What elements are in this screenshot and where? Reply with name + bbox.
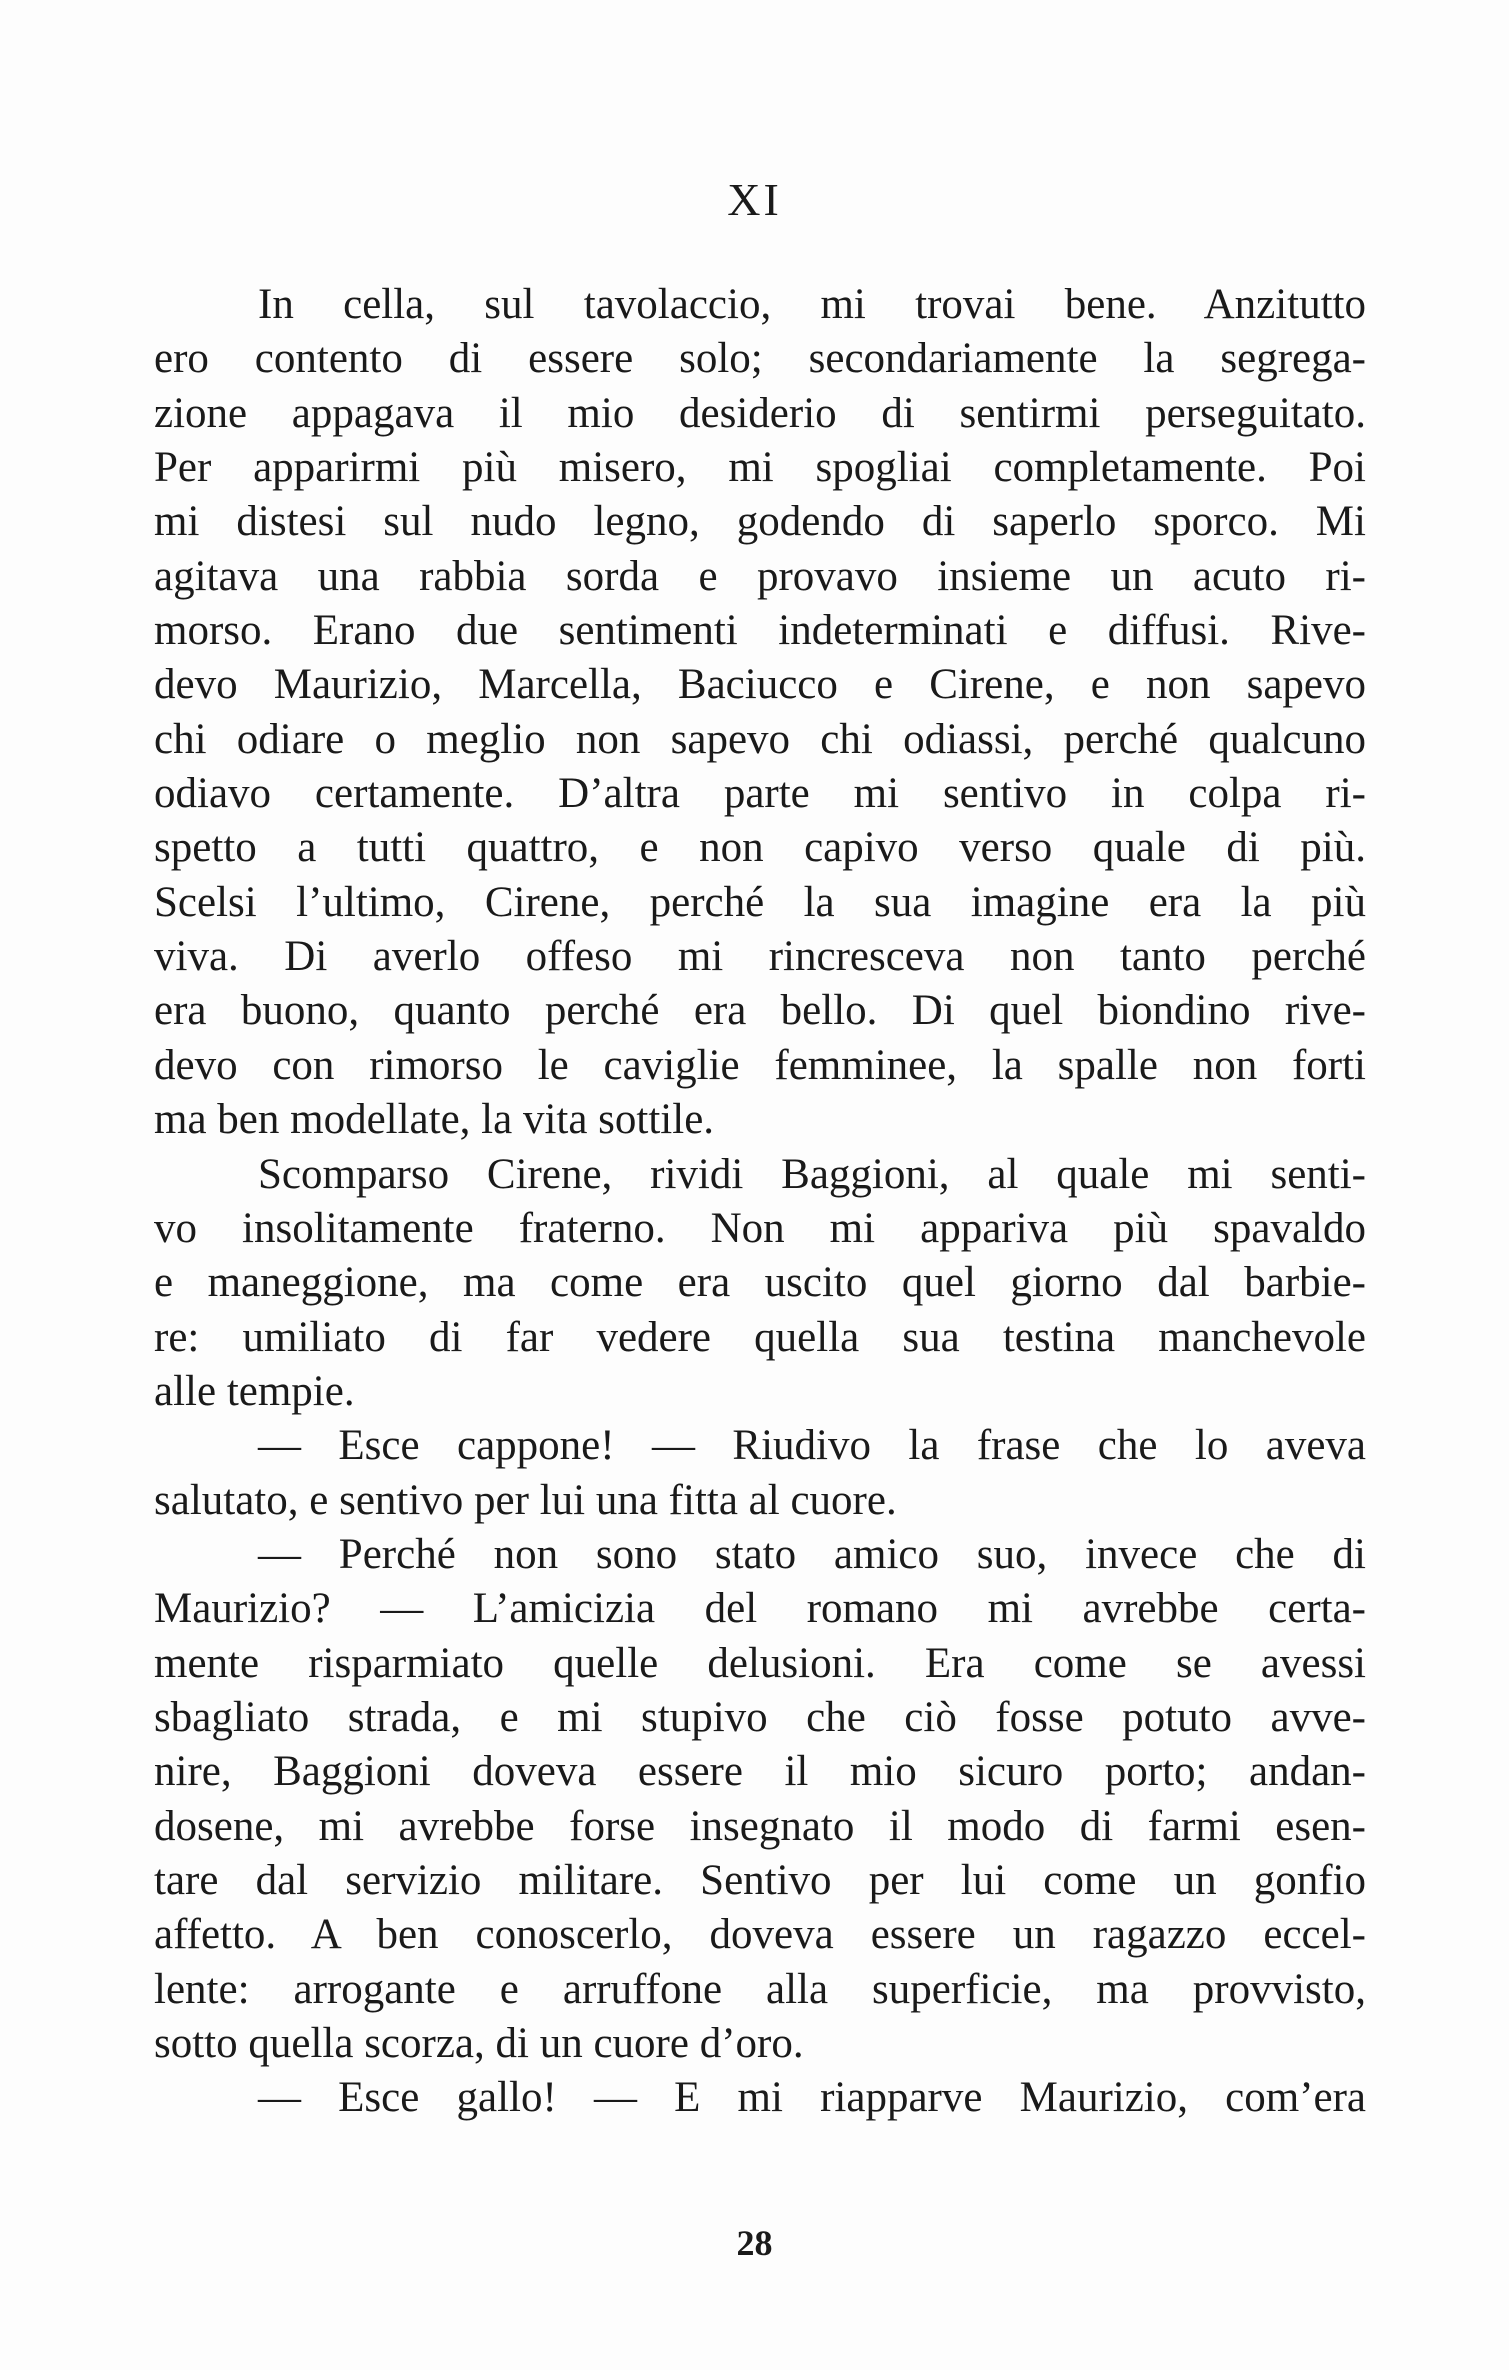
text-line: devo con rimorso le caviglie femminee, la spalle non forti (154, 1041, 1366, 1089)
text-line: Per apparirmi più misero, mi spogliai completamente. Poi (154, 444, 1366, 492)
text-line: Maurizio? — L’amicizia del romano mi avrebbe certa- (154, 1585, 1366, 1633)
text-line: zione appagava il mio desiderio di sentirmi perseguitato. (154, 389, 1366, 437)
text-line: sotto quella scorza, di un cuore d’oro. (154, 2020, 804, 2067)
text-line: viva. Di averlo offeso mi rincresceva non tanto perché (154, 933, 1366, 981)
text-line: odiavo certamente. D’altra parte mi sentivo in colpa ri- (154, 770, 1366, 818)
text-line: salutato, e sentivo per lui una fitta al cuore. (154, 1476, 897, 1524)
text-line: vo insolitamente fraterno. Non mi appariva più spavaldo (154, 1204, 1366, 1252)
text-line: spetto a tutti quattro, e non capivo verso quale di più. (154, 824, 1366, 872)
text-line: In cella, sul tavolaccio, mi trovai bene. Anzitutto (258, 281, 1366, 328)
text-line: tare dal servizio militare. Sentivo per lui come un gonfio (154, 1856, 1366, 1904)
text-line: Scelsi l’ultimo, Cirene, perché la sua imagine era la più (154, 878, 1366, 926)
text-line: sbagliato strada, e mi stupivo che ciò fosse potuto avve- (154, 1693, 1366, 1741)
text-line: re: umiliato di far vedere quella sua testina manchevole (154, 1313, 1366, 1361)
text-line: — Esce gallo! — E mi riapparve Maurizio, com’era (258, 2074, 1366, 2122)
text-line: Scomparso Cirene, rividi Baggioni, al quale mi senti- (258, 1150, 1366, 1198)
chapter-heading: XI (727, 174, 782, 225)
text-line: agitava una rabbia sorda e provavo insieme un acuto ri- (154, 552, 1366, 600)
body-text (154, 278, 1366, 2126)
text-line: affetto. A ben conoscerlo, doveva essere un ragazzo eccel- (154, 1911, 1366, 1959)
text-line: — Perché non sono stato amico suo, invece che di (258, 1530, 1366, 1578)
page-number: 28 (736, 2223, 773, 2263)
text-line: dosene, mi avrebbe forse insegnato il modo di farmi esen- (154, 1802, 1366, 1850)
text-line: devo Maurizio, Marcella, Baciucco e Cirene, e non sapevo (154, 661, 1366, 709)
text-line: ma ben modellate, la vita sottile. (154, 1096, 715, 1144)
text-line: e maneggione, ma come era uscito quel giorno dal barbie- (154, 1259, 1366, 1307)
text-line: lente: arrogante e arruffone alla superficie, ma provvisto, (154, 1965, 1366, 2013)
text-line: morso. Erano due sentimenti indeterminati e diffusi. Rive- (154, 607, 1366, 655)
text-line: ero contento di essere solo; secondariamente la segrega- (154, 335, 1366, 383)
text-line: mente risparmiato quelle delusioni. Era come se avessi (154, 1639, 1366, 1687)
text-line: chi odiare o meglio non sapevo chi odiassi, perché qualcuno (154, 715, 1366, 763)
text-line: — Esce cappone! — Riudivo la frase che lo aveva (258, 1422, 1366, 1470)
text-line: nire, Baggioni doveva essere il mio sicuro porto; andan- (154, 1748, 1366, 1796)
text-line: mi distesi sul nudo legno, godendo di saperlo sporco. Mi (154, 498, 1366, 546)
text-line: alle tempie. (154, 1367, 355, 1415)
text-line: era buono, quanto perché era bello. Di quel biondino rive- (154, 987, 1366, 1035)
